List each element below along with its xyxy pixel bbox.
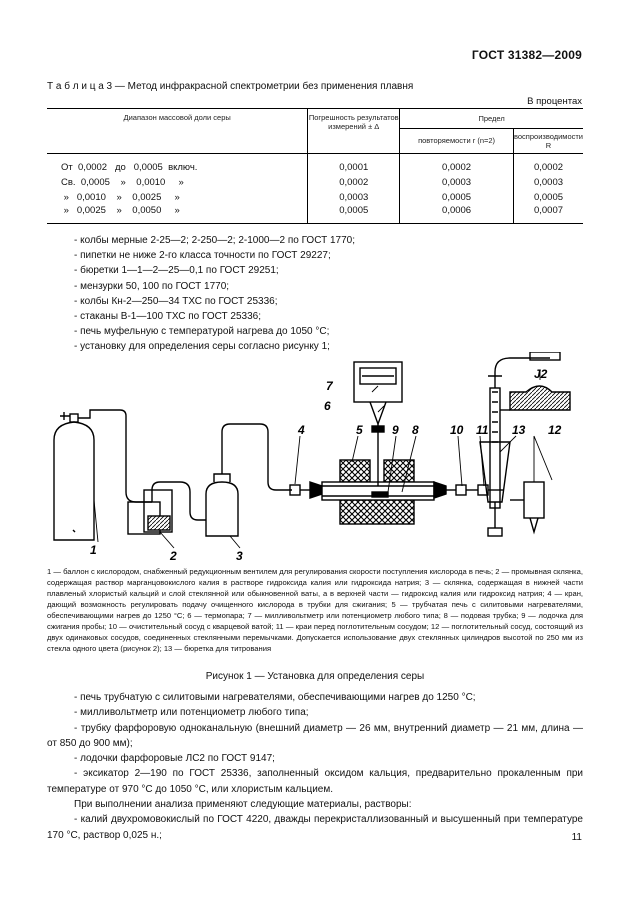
document-header: ГОСТ 31382—2009 bbox=[471, 48, 582, 62]
valve-4 bbox=[290, 482, 322, 498]
col-header-range: Диапазон массовой доли серы bbox=[123, 113, 231, 122]
cell-range: » 0,0010 » 0,0025 » bbox=[61, 192, 180, 203]
cell-reprod: 0,0003 bbox=[513, 175, 583, 190]
list-item: - мензурки 50, 100 по ГОСТ 1770; bbox=[74, 280, 230, 292]
table-caption-text: — Метод инфракрасной спектрометрии без применения плавня bbox=[112, 81, 414, 92]
outlet-fittings bbox=[434, 482, 504, 498]
figure-label-10: 10 bbox=[450, 423, 464, 437]
table-caption-prefix: Т а б л и ц а 3 bbox=[47, 81, 113, 92]
equipment-list-2 bbox=[47, 690, 583, 843]
cell-reprod: 0,0005 bbox=[513, 190, 583, 205]
list-item: - милливольтметр или потенциометр любого типа; bbox=[74, 707, 309, 719]
figure-label-8: 8 bbox=[412, 423, 419, 437]
oxygen-cylinder bbox=[54, 410, 152, 540]
cell-error: 0,0003 bbox=[308, 190, 400, 205]
figure-label-7: 7 bbox=[326, 379, 333, 393]
paragraph: При выполнении анализа применяют следующие материалы, растворы: bbox=[74, 799, 412, 811]
wash-bottle bbox=[128, 482, 206, 534]
list-item: - печь трубчатую с силитовыми нагревателями, обеспечивающими нагрев до 1250 °С; bbox=[74, 692, 476, 703]
cell-repeat: 0,0005 bbox=[400, 190, 514, 205]
list-item: - бюретки 1—1—2—25—0,1 по ГОСТ 29251; bbox=[74, 265, 279, 277]
figure-label-1: 1 bbox=[90, 543, 97, 557]
cell-reprod: 0,0007 bbox=[513, 205, 583, 224]
cell-repeat: 0,0006 bbox=[400, 205, 514, 224]
data-table bbox=[47, 108, 583, 224]
cell-error: 0,0001 bbox=[308, 160, 400, 175]
figure-title: Рисунок 1 — Установка для определения серы bbox=[205, 671, 425, 682]
figure-label-9: 9 bbox=[392, 423, 399, 437]
figure-label-j2: J2 bbox=[534, 367, 548, 381]
list-item: - стаканы В-1—100 ТХС по ГОСТ 25336; bbox=[74, 311, 262, 323]
list-item: - трубку фарфоровую одноканальную (внешний диаметр — 26 мм, внутренний диаметр — 21 мм, длина — от 850 до 900 мм); bbox=[47, 722, 583, 749]
table-row bbox=[47, 160, 583, 175]
equipment-list-1 bbox=[74, 233, 355, 355]
list-item: - печь муфельную с температурой нагрева до 1050 °С; bbox=[74, 326, 330, 338]
col-header-reprod: воспроизводимости R bbox=[513, 128, 583, 153]
stand bbox=[500, 386, 570, 410]
cell-range: Св. 0,0005 » 0,0010 » bbox=[61, 177, 184, 188]
figure-label-12: 12 bbox=[548, 423, 562, 437]
cell-range: От 0,0002 до 0,0005 включ. bbox=[61, 162, 198, 173]
col-header-limit: Предел bbox=[400, 109, 583, 129]
cell-repeat: 0,0003 bbox=[400, 175, 514, 190]
table-row bbox=[47, 175, 583, 190]
figure-label-13: 13 bbox=[512, 423, 526, 437]
figure-label-4: 4 bbox=[298, 423, 305, 437]
page-number: 11 bbox=[571, 832, 582, 843]
list-item: - колбы Кн-2—250—34 ТХС по ГОСТ 25336; bbox=[74, 295, 278, 307]
cell-error: 0,0002 bbox=[308, 175, 400, 190]
cell-repeat: 0,0002 bbox=[400, 160, 514, 175]
drying-bottle bbox=[206, 424, 292, 536]
cell-reprod: 0,0002 bbox=[513, 160, 583, 175]
list-item: - лодочки фарфоровые ЛС2 по ГОСТ 9147; bbox=[74, 753, 275, 765]
figure-label-5: 5 bbox=[356, 423, 363, 437]
figure-legend: 1 — баллон с кислородом, снабженный редукционным вентилем для регулирования скорости поступления кислорода в печь; 2 — промывная склянка, содержащая раствор марганцовокислого калия в растворе гидроксида калия или гидроксида натрия; 3 — склянка, содержащая в нижней части плавленый хлористый кальций и слой стеклянной или обыкновенной ваты, а в верхней части — гидроксид калия или гидроксид натрия; 4 — кран, дающий возможность регулировать подачу очищенного кислорода в трубки для сжигания; 5 — трубчатая печь с силитовыми нагревателями, обеспечивающими нагрев до 1250 °С; 6 — термопара; 7 — милливольтметр или потенциометр любого типа; 8 — подовая трубка; 9 — лодочка для сжигания пробы; 10 — очистительный сосуд с кварцевой ватой; 11 — краи перед поглотительным сосудом; 12 — поглотительный сосуд, состоящий из двух одинаковых сосудов, соединенных стеклянными перемычками. Допускается использование двух стеклянных цилиндров высотой по 250 мм из стекла одного цвета (рисунок 2); 13 — бюретка для титрования bbox=[47, 567, 583, 653]
list-item: - эксикатор 2—190 по ГОСТ 25336, заполненный оксидом кальция, предварительно прокаленным при температуре от 970 °С до 1050 °С, или хлористым кальцием. bbox=[47, 768, 583, 795]
millivoltmeter bbox=[354, 362, 402, 402]
list-item: - колбы мерные 2-25—2; 2-250—2; 2-1000—2 по ГОСТ 1770; bbox=[74, 235, 356, 246]
figure-label-3: 3 bbox=[236, 549, 243, 563]
table-row bbox=[47, 190, 583, 205]
list-item: - установку для определения серы согласно рисунку 1; bbox=[74, 341, 330, 353]
cell-range: » 0,0025 » 0,0050 » bbox=[61, 205, 180, 216]
list-item: - пипетки не ниже 2-го класса точности по ГОСТ 29227; bbox=[74, 250, 331, 262]
list-item: - калий двухромовокислый по ГОСТ 4220, дважды перекристаллизованный и высушенный при температуре 170 °С, раствор 0,025 н.; bbox=[47, 814, 583, 841]
figure-label-11: 11 bbox=[476, 423, 489, 437]
col-header-repeat: повторяемости r (n=2) bbox=[400, 128, 514, 153]
figure-label-2: 2 bbox=[170, 549, 177, 563]
table-caption bbox=[47, 81, 413, 92]
table-unit: В процентах bbox=[527, 96, 582, 107]
table-row bbox=[47, 205, 583, 224]
apparatus-figure bbox=[40, 352, 580, 564]
col-header-error: Погрешность результатов измерений ± Δ bbox=[308, 109, 400, 154]
cell-error: 0,0005 bbox=[308, 205, 400, 224]
figure-label-6: 6 bbox=[324, 399, 331, 413]
